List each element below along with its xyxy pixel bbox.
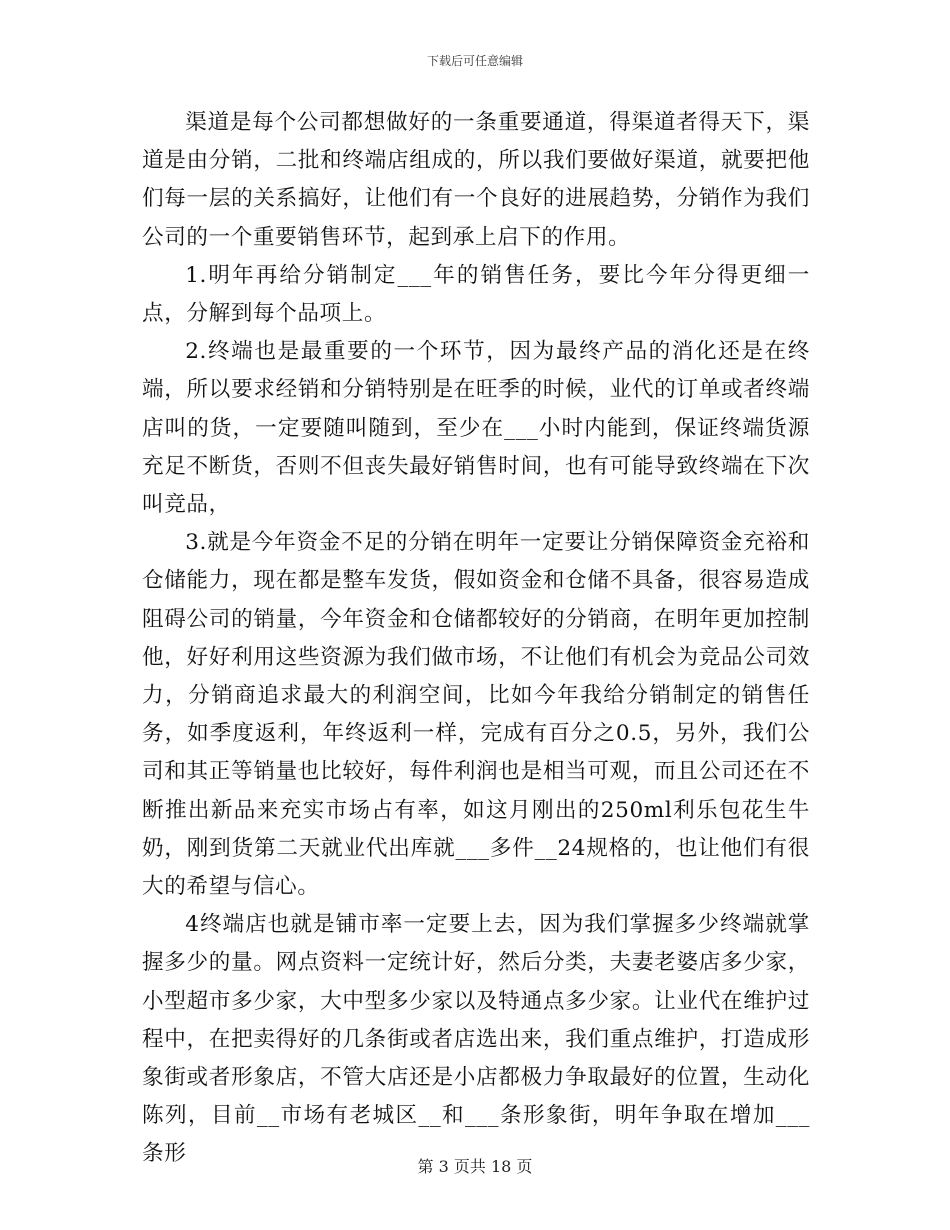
page-number-footer: 第 3 页共 18 页 bbox=[417, 1157, 533, 1176]
paragraph-item-3: 3.就是今年资金不足的分销在明年一定要让分销保障资金充裕和仓储能力，现在都是整车发货，假如资金和仓储不具备，很容易造成阻碍公司的销量，今年资金和仓储都较好的分销商，在明年更加控制他，好好利用这些资源为我们做市场，不让他们有机会为竞品公司效力，分销商追求最大的利润空间，比如今年我给分销制定的销售任务，如季度返利，年终返利一样，完成有百分之0.5，另外，我们公司和其正等销量也比较好，每件利润也是相当可观，而且公司还在不断推出新品来充实市场占有率，如这月刚出的250ml利乐包花生牛奶，刚到货第二天就业代出库就___多件__24规格的，也让他们有很大的希望与信心。 bbox=[142, 530, 810, 900]
paragraph-item-1: 1.明年再给分销制定___年的销售任务，要比今年分得更细一点，分解到每个品项上。 bbox=[142, 262, 810, 327]
page-header-note: 下载后可任意编辑 bbox=[426, 54, 523, 68]
document-body bbox=[142, 104, 810, 1174]
paragraph-intro: 渠道是每个公司都想做好的一条重要通道，得渠道者得天下，渠道是由分销，二批和终端店组成的，所以我们要做好渠道，就要把他们每一层的关系搞好，让他们有一个良好的进展趋势，分销作为我们公司的一个重要销售环节，起到承上启下的作用。 bbox=[142, 110, 810, 250]
paragraph-item-2: 2.终端也是最重要的一个环节，因为最终产品的消化还是在终端，所以要求经销和分销特别是在旺季的时候，业代的订单或者终端店叫的货，一定要随叫随到，至少在___小时内能到，保证终端货源充足不断货，否则不但丧失最好销售时间，也有可能导致终端在下次叫竞品， bbox=[142, 339, 810, 518]
paragraph-item-4: 4终端店也就是铺市率一定要上去，因为我们掌握多少终端就掌握多少的量。网点资料一定统计好，然后分类，夫妻老婆店多少家，小型超市多少家，大中型多少家以及特通点多少家。让业代在维护过程中，在把卖得好的几条街或者店选出来，我们重点维护，打造成形象街或者形象店，不管大店还是小店都极力争取最好的位置，生动化陈列，目前__市场有老城区__和___条形象街，明年争取在增加___条形 bbox=[142, 912, 810, 1167]
